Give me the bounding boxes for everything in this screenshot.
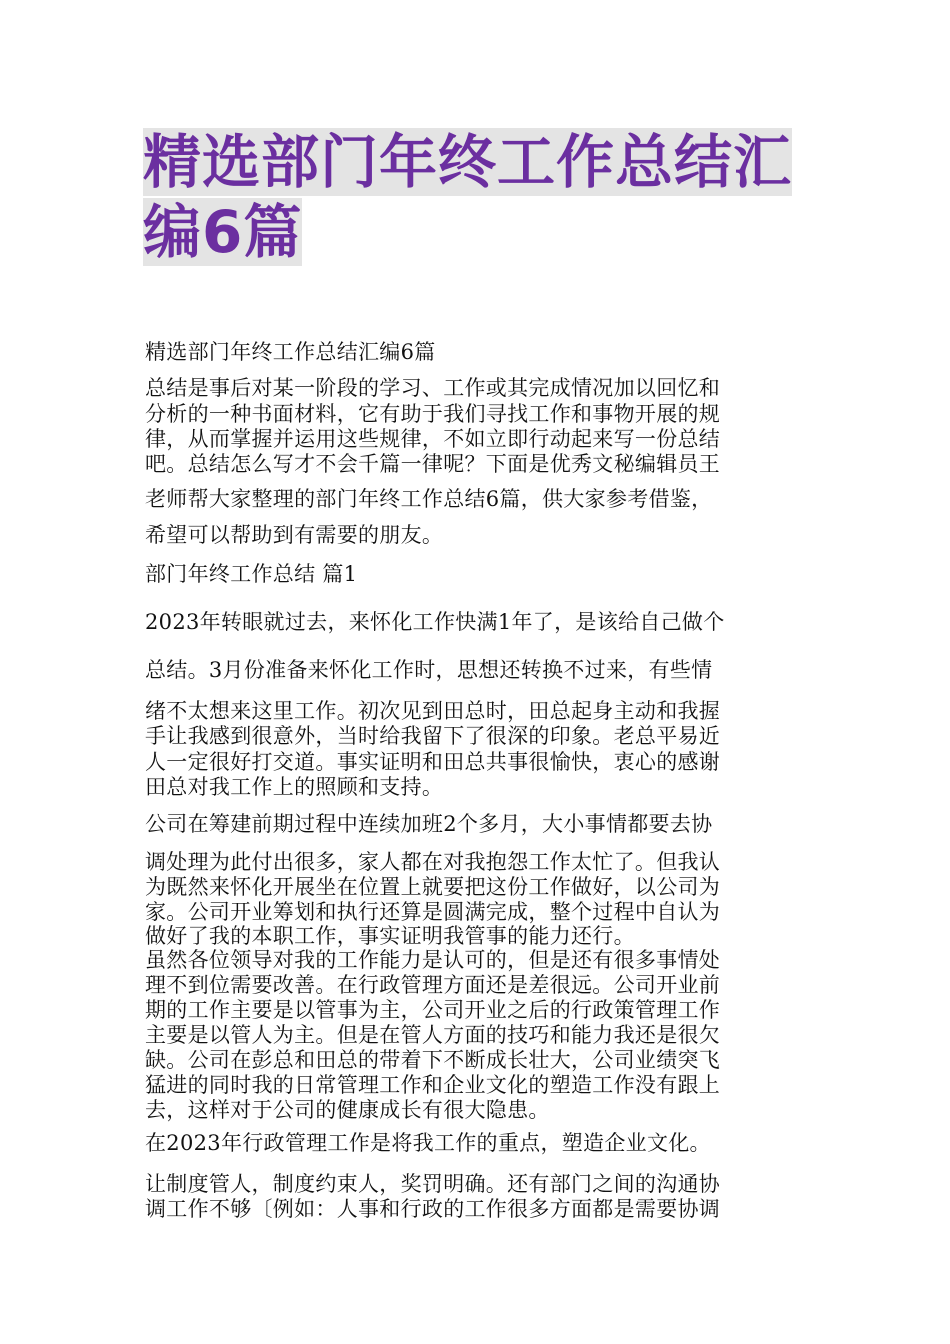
paragraph-line: 吧。总结怎么写才不会千篇一律呢？下面是优秀文秘编辑员王 bbox=[145, 452, 721, 476]
paragraph-line: 律，从而掌握并运用这些规律，不如立即行动起来写一份总结 bbox=[145, 427, 721, 451]
paragraph-line: 猛进的同时我的日常管理工作和企业文化的塑造工作没有跟上 bbox=[145, 1073, 721, 1097]
paragraph-line: 总结。3月份准备来怀化工作时，思想还转换不过来，有些情 bbox=[145, 658, 713, 682]
paragraph-line: 理不到位需要改善。在行政管理方面还是差很远。公司开业前 bbox=[145, 973, 721, 997]
paragraph-line: 调工作不够〔例如：人事和行政的工作很多方面都是需要协调 bbox=[145, 1197, 721, 1221]
paragraph-line: 绪不太想来这里工作。初次见到田总时，田总起身主动和我握 bbox=[145, 699, 721, 723]
paragraph-line: 在2023年行政管理工作是将我工作的重点，塑造企业文化。 bbox=[145, 1131, 711, 1155]
paragraph-line: 做好了我的本职工作，事实证明我管事的能力还行。 bbox=[145, 924, 635, 948]
paragraph-line: 人一定很好打交道。事实证明和田总共事很愉快，衷心的感谢 bbox=[145, 750, 721, 774]
paragraph-line: 让制度管人，制度约束人，奖罚明确。还有部门之间的沟通协 bbox=[145, 1172, 721, 1196]
paragraph-line: 为既然来怀化开展坐在位置上就要把这份工作做好，以公司为 bbox=[145, 875, 721, 899]
paragraph-line: 公司在筹建前期过程中连续加班2个多月，大小事情都要去协 bbox=[145, 812, 713, 836]
section-heading: 部门年终工作总结 篇1 bbox=[145, 562, 358, 586]
paragraph-line: 家。公司开业筹划和执行还算是圆满完成，整个过程中自认为 bbox=[145, 900, 721, 924]
paragraph-line: 缺。公司在彭总和田总的带着下不断成长壮大，公司业绩突飞 bbox=[145, 1048, 721, 1072]
title-line-2: 编6篇 bbox=[143, 198, 303, 266]
paragraph-line: 虽然各位领导对我的工作能力是认可的，但是还有很多事情处 bbox=[145, 948, 721, 972]
paragraph-line: 去，这样对于公司的健康成长有很大隐患。 bbox=[145, 1098, 550, 1122]
paragraph-line: 田总对我工作上的照顾和支持。 bbox=[145, 775, 444, 799]
paragraph-line: 总结是事后对某一阶段的学习、工作或其完成情况加以回忆和 bbox=[145, 376, 721, 400]
paragraph-line: 老师帮大家整理的部门年终工作总结6篇，供大家参考借鉴， bbox=[145, 487, 713, 511]
paragraph-line: 调处理为此付出很多，家人都在对我抱怨工作太忙了。但我认 bbox=[145, 850, 721, 874]
paragraph-line: 希望可以帮助到有需要的朋友。 bbox=[145, 523, 444, 547]
paragraph-line: 2023年转眼就过去，来怀化工作快满1年了，是该给自己做个 bbox=[145, 610, 725, 634]
paragraph-line: 期的工作主要是以管事为主，公司开业之后的行政策管理工作 bbox=[145, 998, 721, 1022]
paragraph-line: 手让我感到很意外，当时给我留下了很深的印象。老总平易近 bbox=[145, 724, 721, 748]
title-line-1: 精选部门年终工作总结汇 bbox=[143, 128, 793, 196]
paragraph-line: 分析的一种书面材料，它有助于我们寻找工作和事物开展的规 bbox=[145, 402, 721, 426]
paragraph-line: 主要是以管人为主。但是在管人方面的技巧和能力我还是很欠 bbox=[145, 1023, 721, 1047]
subtitle-line: 精选部门年终工作总结汇编6篇 bbox=[145, 340, 436, 364]
